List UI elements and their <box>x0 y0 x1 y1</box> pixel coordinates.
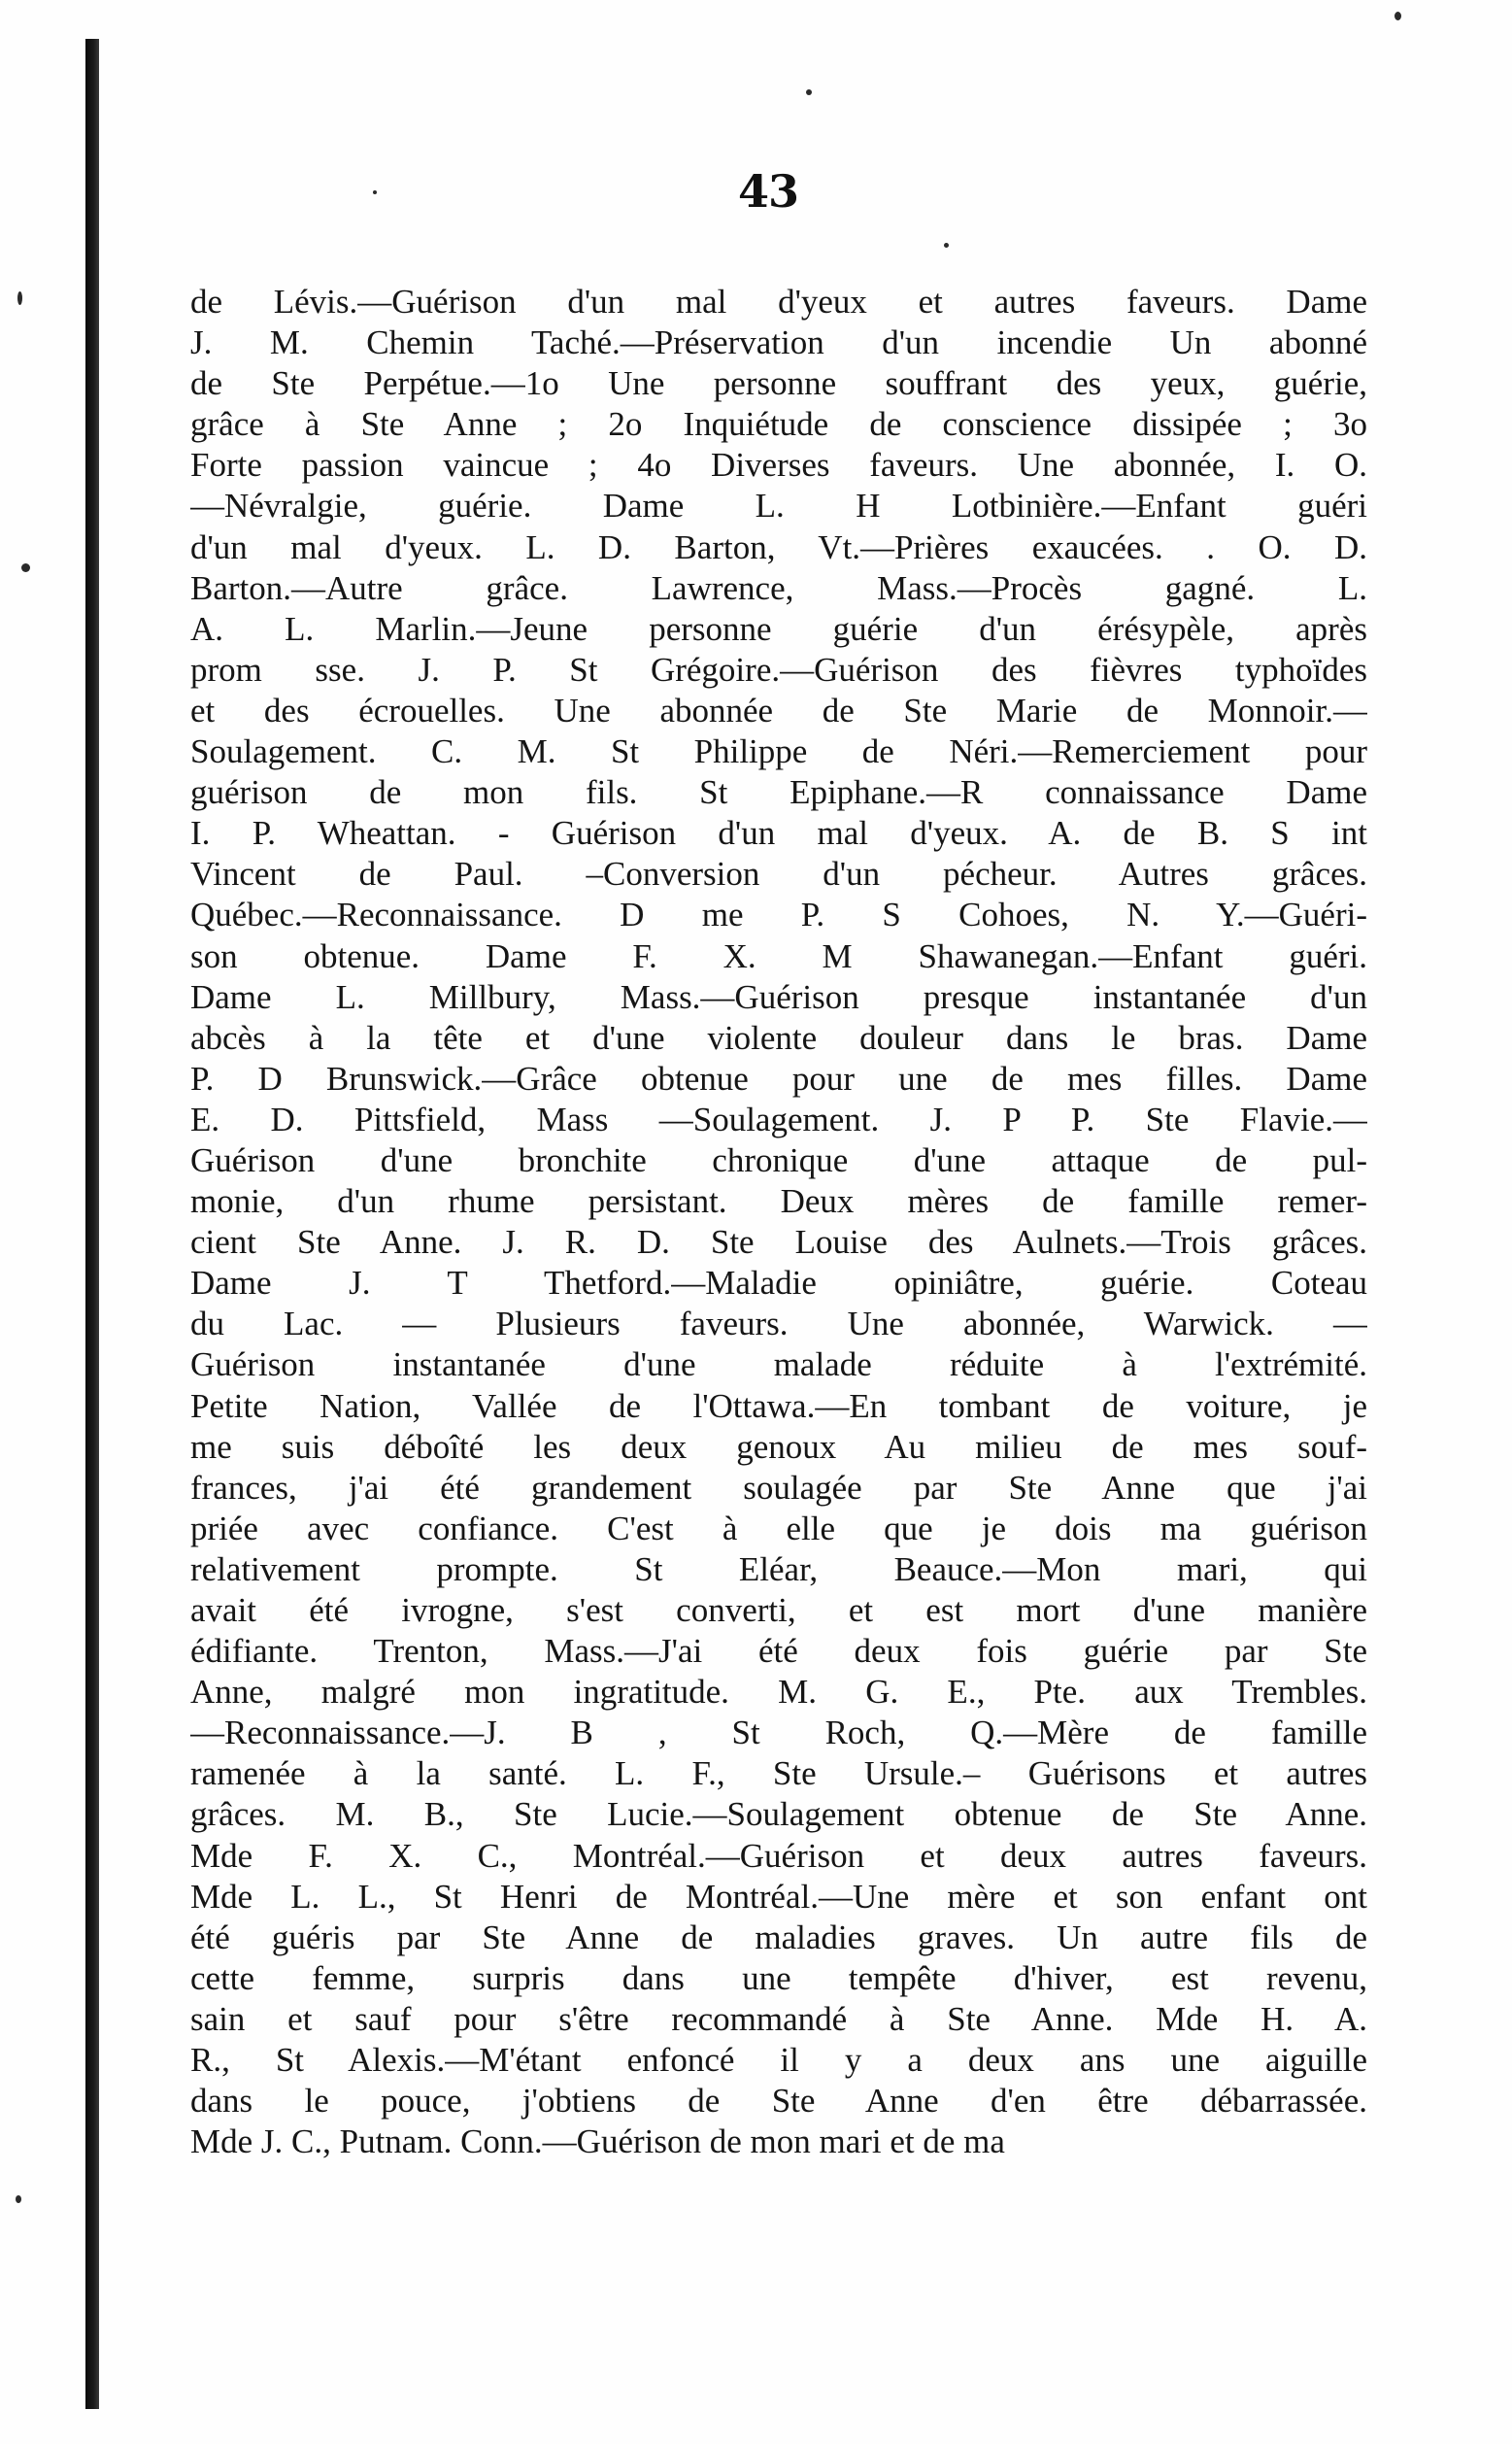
text-line: Forte passion vaincue ; 4o Diverses faveurs. Une abonnée, I. O. <box>190 446 1367 485</box>
text-line: cient Ste Anne. J. R. D. Ste Louise des Aulnets.—Trois grâces. <box>190 1223 1367 1262</box>
ink-speck <box>373 190 377 194</box>
text-line: Mde J. C., Putnam. Conn.—Guérison de mon mari et de ma <box>190 2122 1005 2161</box>
text-line: Québec.—Reconnaissance. D me P. S Cohoes, N. Y.—Guéri- <box>190 896 1367 934</box>
text-line: —Névralgie, guérie. Dame L. H Lotbinière.—Enfant guéri <box>190 487 1367 526</box>
text-line: d'un mal d'yeux. L. D. Barton, Vt.—Prières exaucées. . O. D. <box>190 527 1367 566</box>
text-line: R., St Alexis.—M'étant enfoncé il y a deux ans une aiguille <box>190 2041 1367 2080</box>
text-line: priée avec confiance. C'est à elle que je dois ma guérison <box>190 1509 1367 1547</box>
ink-speck <box>17 291 22 305</box>
text-line: ramenée à la santé. L. F., Ste Ursule.– Guérisons et autres <box>190 1754 1367 1793</box>
text-line: sain et sauf pour s'être recommandé à Ste Anne. Mde H. A. <box>190 1999 1367 2038</box>
text-line: J. M. Chemin Taché.—Préservation d'un incendie Un abonné <box>190 323 1367 362</box>
page-number: 43 <box>738 165 799 218</box>
text-line: de Ste Perpétue.—1o Une personne souffrant des yeux, guérie, <box>190 364 1367 403</box>
ink-speck <box>16 2195 21 2203</box>
text-line: —Reconnaissance.—J. B , St Roch, Q.—Mère de famille <box>190 1714 1367 1752</box>
text-line: été guéris par Ste Anne de maladies graves. Un autre fils de <box>190 1918 1367 1956</box>
text-line: relativement prompte. St Eléar, Beauce.—Mon mari, qui <box>190 1549 1367 1588</box>
text-line: grâces. M. B., Ste Lucie.—Soulagement obtenue de Ste Anne. <box>190 1795 1367 1834</box>
text-line: édifiante. Trenton, Mass.—J'ai été deux fois guérie par Ste <box>190 1632 1367 1671</box>
text-line: Guérison instantanée d'une malade réduite à l'extrémité. <box>190 1345 1367 1384</box>
text-line: Petite Nation, Vallée de l'Ottawa.—En tombant de voiture, je <box>190 1386 1367 1425</box>
ink-speck <box>944 243 949 248</box>
text-line: avait été ivrogne, s'est converti, et est mort d'une manière <box>190 1591 1367 1629</box>
text-line: et des écrouelles. Une abonnée de Ste Marie de Monnoir.— <box>190 691 1367 730</box>
text-line: son obtenue. Dame F. X. M Shawanegan.—Enfant guéri. <box>190 936 1367 975</box>
text-line: du Lac. — Plusieurs faveurs. Une abonnée, Warwick. — <box>190 1305 1367 1343</box>
text-line: monie, d'un rhume persistant. Deux mères de famille remer- <box>190 1182 1367 1221</box>
text-line: cette femme, surpris dans une tempête d'hiver, est revenu, <box>190 1958 1367 1997</box>
text-line: me suis déboîté les deux genoux Au milieu de mes souf- <box>190 1427 1367 1466</box>
ink-speck <box>1394 12 1401 20</box>
text-line: abcès à la tête et d'une violente douleur dans le bras. Dame <box>190 1018 1367 1057</box>
body-text <box>190 282 1367 2390</box>
text-line: guérison de mon fils. St Epiphane.—R connaissance Dame <box>190 773 1367 812</box>
ink-speck <box>806 89 812 95</box>
text-line: prom sse. J. P. St Grégoire.—Guérison des fièvres typhoïdes <box>190 650 1367 689</box>
text-line: Mde F. X. C., Montréal.—Guérison et deux autres faveurs. <box>190 1836 1367 1875</box>
text-line: A. L. Marlin.—Jeune personne guérie d'un érésypèle, après <box>190 609 1367 648</box>
text-line: de Lévis.—Guérison d'un mal d'yeux et autres faveurs. Dame <box>190 283 1367 321</box>
text-line: E. D. Pittsfield, Mass —Soulagement. J. P P. Ste Flavie.— <box>190 1100 1367 1138</box>
text-line: P. D Brunswick.—Grâce obtenue pour une de mes filles. Dame <box>190 1059 1367 1098</box>
text-line: dans le pouce, j'obtiens de Ste Anne d'en être débarrassée. <box>190 2082 1367 2121</box>
text-line: grâce à Ste Anne ; 2o Inquiétude de conscience dissipée ; 3o <box>190 405 1367 444</box>
text-line: frances, j'ai été grandement soulagée par Ste Anne que j'ai <box>190 1468 1367 1507</box>
text-line: Dame L. Millbury, Mass.—Guérison presque instantanée d'un <box>190 977 1367 1016</box>
text-line: Soulagement. C. M. St Philippe de Néri.—Remerciement pour <box>190 732 1367 771</box>
text-line: Barton.—Autre grâce. Lawrence, Mass.—Procès gagné. L. <box>190 568 1367 607</box>
text-line: I. P. Wheattan. - Guérison d'un mal d'yeux. A. de B. S int <box>190 814 1367 853</box>
ink-speck <box>21 563 30 572</box>
text-line: Vincent de Paul. –Conversion d'un pécheur. Autres grâces. <box>190 855 1367 894</box>
binding-edge <box>85 39 99 2409</box>
text-line: Dame J. T Thetford.—Maladie opiniâtre, guérie. Coteau <box>190 1264 1367 1303</box>
text-line: Mde L. L., St Henri de Montréal.—Une mère et son enfant ont <box>190 1877 1367 1916</box>
text-line: Anne, malgré mon ingratitude. M. G. E., Pte. aux Trembles. <box>190 1673 1367 1712</box>
text-line: Guérison d'une bronchite chronique d'une attaque de pul- <box>190 1140 1367 1179</box>
